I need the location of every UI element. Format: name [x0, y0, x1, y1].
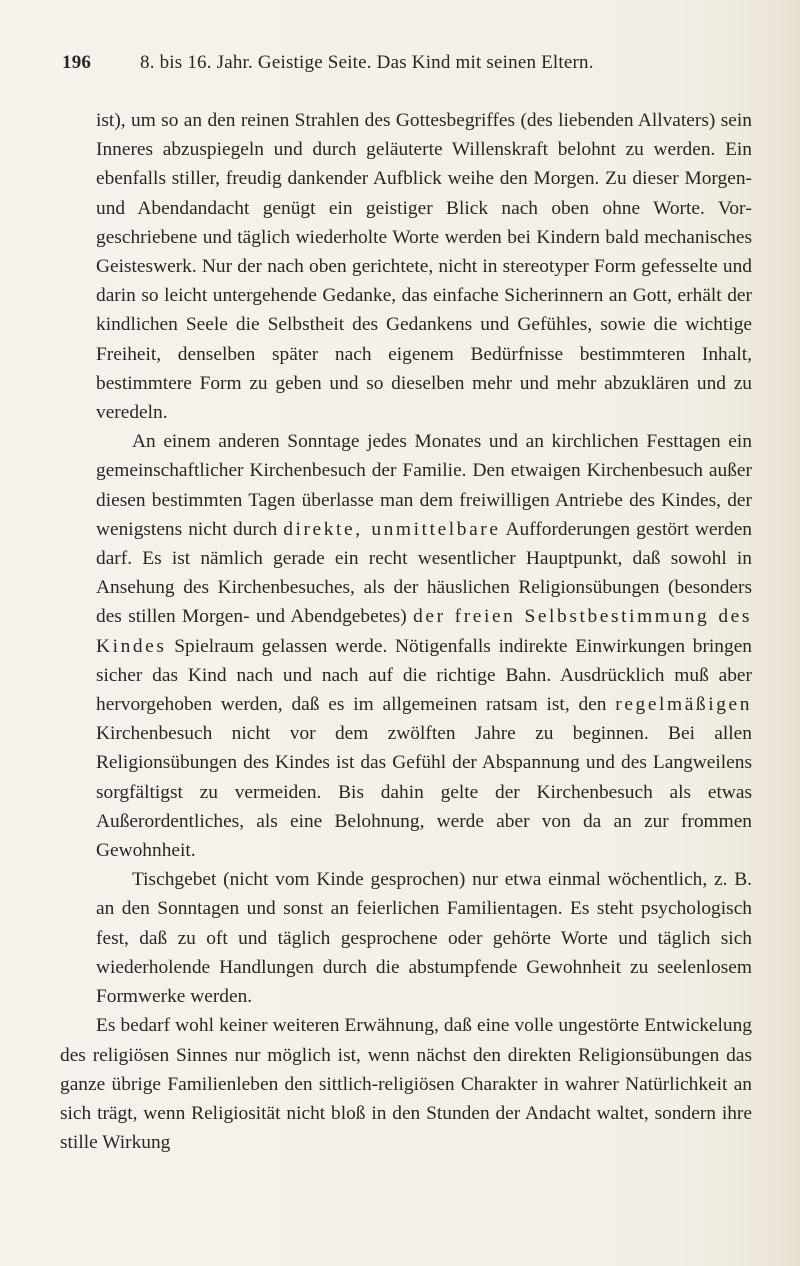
paragraph-1	[96, 106, 752, 427]
text-run: Es bedarf wohl keiner weiteren Erwähnung, daß eine volle ungestörte Entwickelung des religiösen Sinnes nur möglich ist, wenn nächst den direkten Religionsübungen das ganze übrige Familienleben den sittlich-religiösen Charakter in wahrer Natürlichkeit an sich trägt, wenn Religiosität nicht bloß in den Stunden der Andacht waltet, sondern ihre stille Wirkung	[60, 1015, 752, 1154]
text-run: Spielraum gelassen werde. Nötigenfalls indirekte Einwirkungen bringen sicher das Kind nach und nach auf die richtige Bahn. Ausdrücklich muß aber hervorgehoben werden, daß es im allgemeinen ratsam ist, den	[96, 635, 752, 716]
spaced-emphasis: regelmäßigen	[615, 694, 752, 716]
spaced-emphasis: der freien Selbstbestimmung des Kindes	[96, 606, 752, 657]
text-run: Tischgebet (nicht vom Kinde gesprochen) nur etwa einmal wöchentlich, z. B. an den Sonntagen und sonst an feierlichen Familientagen. Es steht psychologisch fest, daß zu oft und täglich gesprochene oder gehörte Worte und täglich sich wiederholende Handlungen durch die abstumpfende Gewohnheit zu seelenlosem Formwerke werden.	[96, 869, 752, 1008]
body-text	[60, 106, 752, 1157]
spaced-emphasis: direkte, unmittelbare	[283, 518, 501, 540]
paragraph-3	[96, 865, 752, 1011]
text-run: Aufforderungen gestört werden darf. Es ist nämlich gerade ein recht wesentlicher Hauptpunkt, daß sowohl in Ansehung des Kirchenbesuches, als der häuslichen Religionsübungen (besonders des stillen Morgen- und Abendgebetes)	[96, 518, 752, 628]
text-run: An einem anderen Sonntage jedes Monates und an kirchlichen Festtagen ein gemeinschaftlicher Kirchenbesuch der Familie. Den etwaigen Kirchenbesuch außer diesen bestimmten Tagen überlasse man dem freiwilligen Antriebe des Kindes, der wenigstens nicht durch	[96, 431, 752, 540]
page-header	[62, 52, 752, 80]
paragraph-2	[96, 427, 752, 865]
page-number: 196	[62, 52, 92, 73]
text-run: ist), um so an den reinen Strahlen des Gottesbegriffes (des liebenden Allvaters) sein Inneres abzuspiegeln und durch geläuterte Willenskraft belohnt zu werden. Ein ebenfalls stiller, freudig dankender Aufblick weihe den Morgen. Zu dieser Morgen- und Abendandacht genügt ein geistiger Blick nach oben ohne Worte. Vorgeschriebene und täglich wiederholte Worte werden bei Kindern bald mechanisches Geisteswerk. Nur der nach oben gerichtete, nicht in stereotyper Form gefesselte und darin so leicht untergehende Gedanke, das einfache Sicherinnern an Gott, erhält der kindlichen Seele die Selbstheit des Gedankens und Gefühles, sowie die wichtige Freiheit, denselben später nach eigenem Bedürfnisse bestimmteren Inhalt, bestimmtere Form zu geben und so dieselben mehr und mehr abzuklären und zu veredeln.	[96, 110, 752, 424]
paragraph-4	[60, 1011, 752, 1157]
text-run: Kirchenbesuch nicht vor dem zwölften Jahre zu beginnen. Bei allen Religionsübungen des Kindes ist das Gefühl der Abspannung und des Langweilens sorgfältigst zu vermeiden. Bis dahin gelte der Kirchenbesuch als etwas Außerordentliches, als eine Belohnung, werde aber von da an zur frommen Gewohnheit.	[96, 723, 752, 862]
running-head: 8. bis 16. Jahr. Geistige Seite. Das Kind mit seinen Eltern.	[140, 52, 594, 73]
